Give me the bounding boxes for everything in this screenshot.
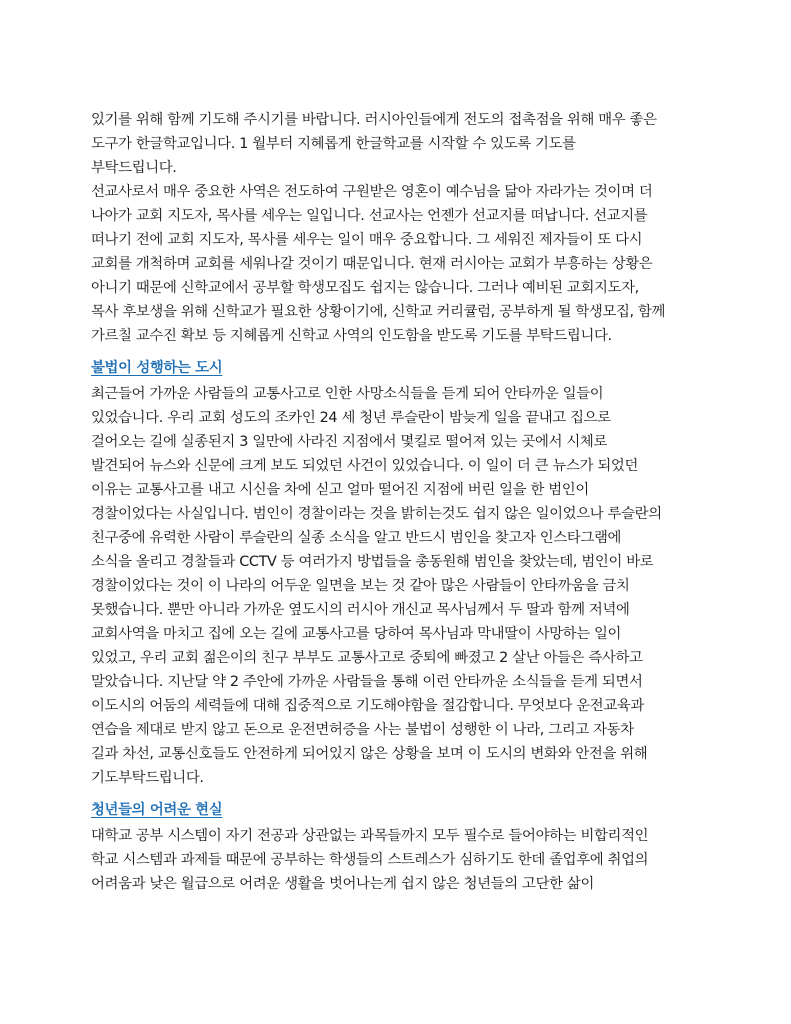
text-line: 소식을 올리고 경찰들과 CCTV 등 여러가지 방법들을 총동원해 범인을 찾았는데, 범인이 바로 [91,554,654,570]
text-line: 못했습니다. 뿐만 아니라 가까운 옆도시의 러시아 개신교 목사님께서 두 딸과 함께 저녁에 [91,602,630,618]
section-heading-youth: 청년들의 어려운 현실 [91,802,223,818]
text-line: 아니기 때문에 신학교에서 공부할 학생모집도 쉽지는 않습니다. 그러나 예비된 교회지도자, [91,280,639,296]
youth-paragraph [91,824,711,896]
section-heading-row [91,798,711,824]
text-line: 친구중에 유력한 사람이 루슬란의 실종 소식을 알고 반드시 범인을 찾고자 인스타그램에 [91,530,622,546]
text-line: 부탁드립니다. [91,160,177,176]
text-line: 학교 시스템과 과제들 때문에 공부하는 학생들의 스트레스가 심하기도 한데 졸업후에 취업의 [91,852,649,868]
text-line: 가르칠 교수진 확보 등 지혜롭게 신학교 사역의 인도함을 받도록 기도를 부탁드립니다. [91,328,612,344]
text-line: 이도시의 어둠의 세력들에 대해 집중적으로 기도해야함을 절감합니다. 무엇보다 운전교육과 [91,698,644,714]
section-heading-row [91,356,711,382]
text-line: 말았습니다. 지난달 약 2 주안에 가까운 사람들을 통해 이런 안타까운 소식들을 듣게 되면서 [91,674,643,690]
text-line: 대학교 공부 시스템이 자기 전공과 상관없는 과목들까지 모두 필수로 들어야하는 비합리적인 [91,828,649,844]
text-line: 있었고, 우리 교회 젊은이의 친구 부부도 교통사고로 중퇴에 빠졌고 2 살난 아들은 즉사하고 [91,650,643,666]
text-line: 최근들어 가까운 사람들의 교통사고로 인한 사망소식들을 듣게 되어 안타까운 일들이 [91,386,604,402]
text-line: 연습을 제대로 받지 않고 돈으로 운전면허증을 사는 불법이 성행한 이 나라, 그리고 자동차 [91,722,634,738]
text-line: 이유는 교통사고를 내고 시신을 차에 싣고 얼마 떨어진 지점에 버린 일을 한 범인이 [91,482,589,498]
text-line: 경찰이었다는 사실입니다. 범인이 경찰이라는 것을 밝히는것도 쉽지 않은 일이었으나 루슬란의 [91,506,662,522]
text-line: 어려움과 낮은 월급으로 어려운 생활을 벗어나는게 쉽지 않은 청년들의 고단한 삶이 [91,876,594,892]
text-line: 발견되어 뉴스와 신문에 크게 보도 되었던 사건이 있었습니다. 이 일이 더 큰 뉴스가 되었던 [91,458,638,474]
text-line: 걸어오는 길에 실종된지 3 일만에 사라진 지점에서 몇킬로 떨어져 있는 곳에서 시체로 [91,434,608,450]
document-body [91,108,711,896]
text-line: 있기를 위해 함께 기도해 주시기를 바랍니다. 러시아인들에게 전도의 접촉점을 위해 매우 좋은 [91,112,657,128]
text-line: 떠나기 전에 교회 지도자, 목사를 세우는 일이 매우 중요합니다. 그 세워진 제자들이 또 다시 [91,232,643,248]
text-line: 경찰이었다는 것이 이 나라의 어두운 일면을 보는 것 같아 많은 사람들이 안타까움을 금치 [91,578,630,594]
text-line: 교회를 개척하며 교회를 세워나갈 것이기 때문입니다. 현재 러시아는 교회가 부흥하는 상황은 [91,256,653,272]
intro-paragraph [91,108,711,348]
text-line: 길과 차선, 교통신호들도 안전하게 되어있지 않은 상황을 보며 이 도시의 변화와 안전을 위해 [91,746,648,762]
section-heading-lawlessness: 불법이 성행하는 도시 [91,360,223,376]
text-line: 나아가 교회 지도자, 목사를 세우는 일입니다. 선교사는 언젠가 선교지를 떠납니다. 선교지를 [91,208,648,224]
text-line: 있었습니다. 우리 교회 성도의 조카인 24 세 청년 루슬란이 밤늦게 일을 끝내고 집으로 [91,410,611,426]
text-line: 교회사역을 마치고 집에 오는 길에 교통사고를 당하여 목사님과 막내딸이 사망하는 일이 [91,626,622,642]
text-line: 목사 후보생을 위해 신학교가 필요한 상황이기에, 신학교 커리큘럼, 공부하게 될 학생모집, 함께 [91,304,666,320]
text-line: 선교사로서 매우 중요한 사역은 전도하여 구원받은 영혼이 예수님을 닮아 자라가는 것이며 더 [91,184,653,200]
text-line: 도구가 한글학교입니다. 1 월부터 지혜롭게 한글학교를 시작할 수 있도록 기도를 [91,136,576,152]
lawlessness-paragraph [91,382,711,790]
text-line: 기도부탁드립니다. [91,770,204,786]
